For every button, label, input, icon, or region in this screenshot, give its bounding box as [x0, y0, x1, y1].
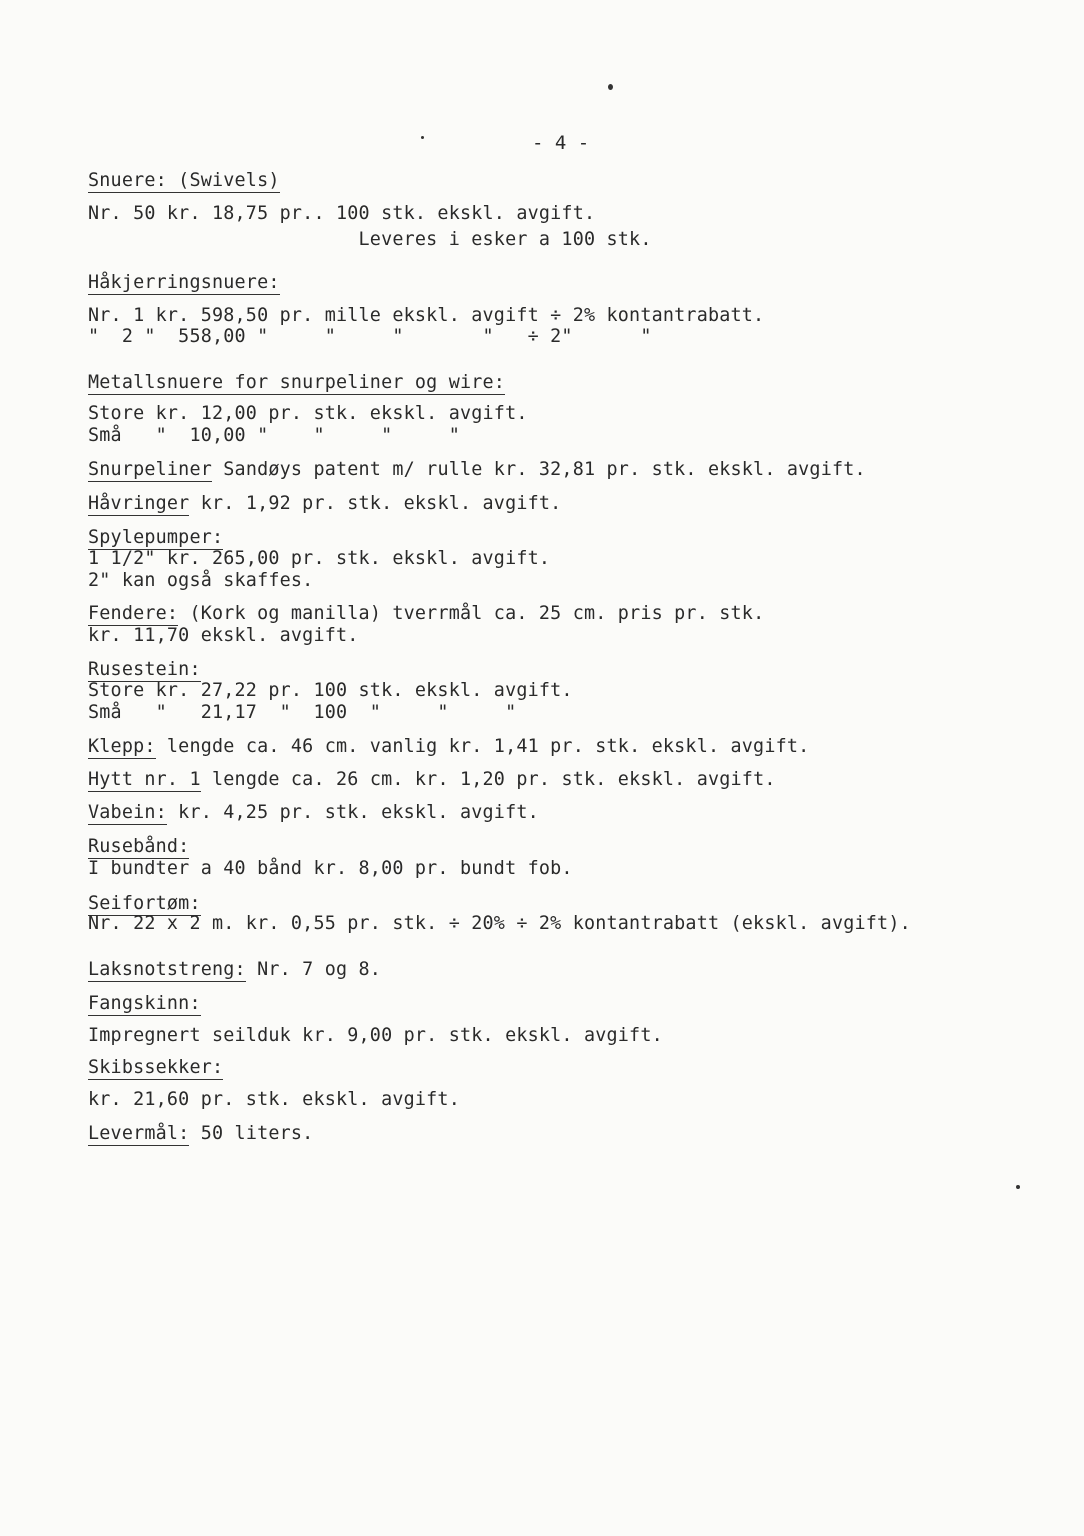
- section-line: [88, 527, 223, 549]
- text-line: [88, 702, 516, 724]
- ink-speck: [608, 84, 613, 90]
- ink-speck: [421, 136, 424, 139]
- line-text: Nr. 22 x 2 m. kr. 0,55 pr. stk. ÷ 20% ÷ 2% kontantrabatt (ekskl. avgift).: [88, 913, 911, 934]
- section-heading: Metallsnuere for snurpeliner og wire:: [88, 372, 506, 393]
- section-heading: Seifortøm:: [88, 893, 201, 914]
- text-line: [88, 1089, 460, 1111]
- text-line: [88, 913, 911, 935]
- text-line: [88, 305, 764, 327]
- section-line: [88, 272, 280, 294]
- section-heading: Snuere: (Swivels): [88, 170, 280, 191]
- section-line: [88, 1123, 313, 1145]
- section-heading: Håkjerringsnuere:: [88, 272, 280, 293]
- line-text: lengde ca. 26 cm. kr. 1,20 pr. stk. ekskl. avgift.: [200, 769, 776, 790]
- text-line: [88, 403, 528, 425]
- text-line: [88, 229, 652, 251]
- section-line: [88, 459, 866, 481]
- section-heading: Levermål:: [88, 1123, 190, 1144]
- line-text: kr. 11,70 ekskl. avgift.: [88, 625, 359, 646]
- section-line: [88, 372, 505, 394]
- section-line: [88, 959, 381, 981]
- text-line: [88, 326, 652, 348]
- line-text: Nr. 50 kr. 18,75 pr.. 100 stk. ekskl. avgift.: [88, 203, 596, 224]
- text-line: [88, 1025, 663, 1047]
- line-text: kr. 1,92 pr. stk. ekskl. avgift.: [189, 493, 562, 514]
- section-line: [88, 769, 776, 791]
- line-text: Store kr. 12,00 pr. stk. ekskl. avgift.: [88, 403, 528, 424]
- line-text: " 2 " 558,00 " " " " ÷ 2" ": [88, 326, 652, 347]
- line-text: Nr. 7 og 8.: [245, 959, 382, 980]
- line-text: Leveres i esker a 100 stk.: [88, 229, 652, 250]
- page-number: - 4 -: [532, 132, 590, 154]
- line-text: I bundter a 40 bånd kr. 8,00 pr. bundt fob.: [88, 858, 573, 879]
- text-line: [88, 425, 460, 447]
- section-line: [88, 603, 764, 625]
- section-heading: Håvringer: [88, 493, 190, 514]
- section-heading: Klepp:: [88, 736, 156, 757]
- section-heading: Rusebånd:: [88, 836, 190, 857]
- section-heading: Fendere:: [88, 603, 179, 624]
- section-heading: Fangskinn:: [88, 993, 201, 1014]
- section-heading: Rusestein:: [88, 659, 201, 680]
- line-text: 50 liters.: [189, 1123, 314, 1144]
- text-line: [88, 625, 359, 647]
- line-text: Sandøys patent m/ rulle kr. 32,81 pr. stk. ekskl. avgift.: [212, 459, 866, 480]
- section-line: [88, 893, 201, 915]
- section-line: [88, 493, 561, 515]
- section-line: [88, 836, 189, 858]
- line-text: kr. 21,60 pr. stk. ekskl. avgift.: [88, 1089, 460, 1110]
- section-heading: Hytt nr. 1: [88, 769, 201, 790]
- ink-speck: [1016, 1185, 1020, 1189]
- text-line: [88, 570, 313, 592]
- line-text: 2" kan også skaffes.: [88, 570, 314, 591]
- text-line: [88, 203, 595, 225]
- section-heading: Vabein:: [88, 802, 167, 823]
- section-line: [88, 170, 280, 192]
- section-line: [88, 659, 201, 681]
- line-text: Store kr. 27,22 pr. 100 stk. ekskl. avgift.: [88, 680, 573, 701]
- section-line: [88, 736, 809, 758]
- line-text: Små " 21,17 " 100 " " ": [88, 702, 517, 723]
- line-text: Impregnert seilduk kr. 9,00 pr. stk. ekskl. avgift.: [88, 1025, 663, 1046]
- text-line: [88, 680, 573, 702]
- line-text: kr. 4,25 pr. stk. ekskl. avgift.: [166, 802, 539, 823]
- line-text: lengde ca. 46 cm. vanlig kr. 1,41 pr. stk. ekskl. avgift.: [155, 736, 810, 757]
- section-line: [88, 993, 201, 1015]
- line-text: Nr. 1 kr. 598,50 pr. mille ekskl. avgift ÷ 2% kontantrabatt.: [88, 305, 765, 326]
- section-heading: Spylepumper:: [88, 527, 224, 548]
- section-line: [88, 802, 539, 824]
- line-text: 1 1/2" kr. 265,00 pr. stk. ekskl. avgift.: [88, 548, 551, 569]
- line-text: (Kork og manilla) tverrmål ca. 25 cm. pris pr. stk.: [178, 603, 765, 624]
- text-line: [88, 858, 573, 880]
- line-text: Små " 10,00 " " " ": [88, 425, 460, 446]
- text-line: [88, 548, 550, 570]
- section-heading: Laksnotstreng:: [88, 959, 246, 980]
- section-heading: Snurpeliner: [88, 459, 212, 480]
- section-heading: Skibssekker:: [88, 1057, 224, 1078]
- section-line: [88, 1057, 223, 1079]
